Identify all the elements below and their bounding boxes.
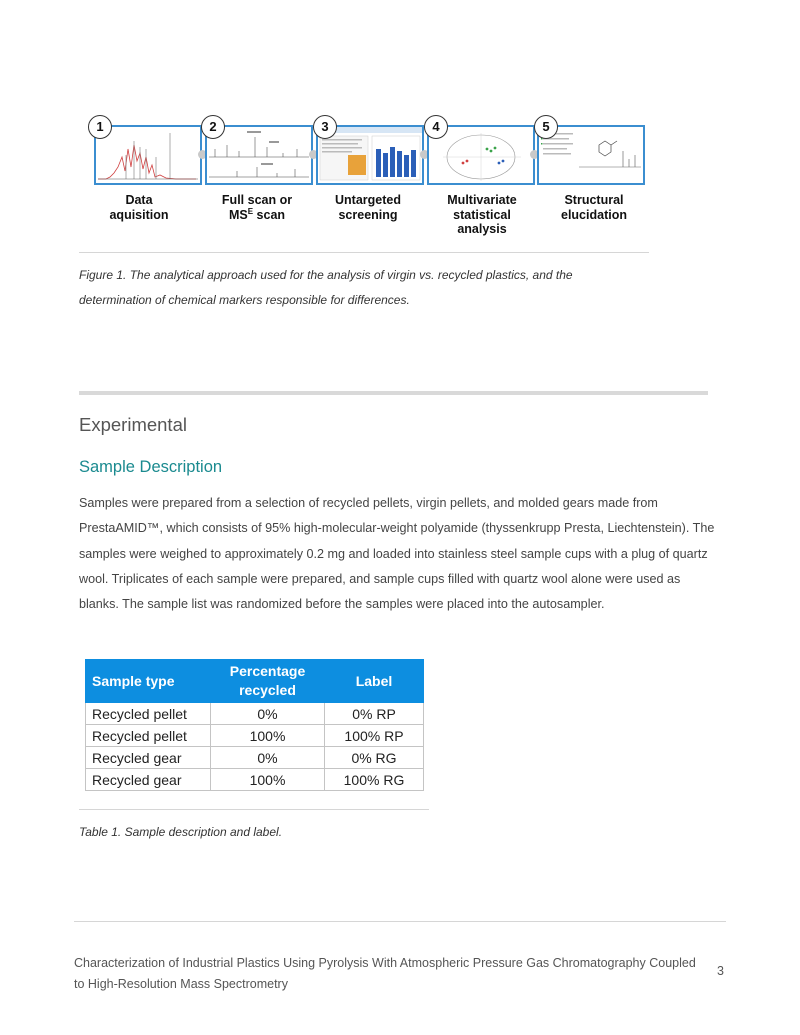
cell-label: 0% RG bbox=[325, 747, 424, 769]
chromatogram-thumbnail bbox=[96, 127, 200, 183]
step-2-label: Full scan or $MS^E$ scan bbox=[221, 193, 293, 222]
table-header-row bbox=[86, 660, 424, 703]
table-row bbox=[86, 769, 424, 791]
software-screen-thumbnail bbox=[318, 127, 422, 183]
step-3-label: Untargeted screening bbox=[335, 193, 401, 222]
step-3-number: 3 bbox=[313, 115, 337, 139]
section-divider bbox=[79, 391, 708, 395]
cell-percentage: 0% bbox=[211, 703, 325, 725]
cell-sample-type: Recycled pellet bbox=[86, 725, 211, 747]
cell-label: 100% RP bbox=[325, 725, 424, 747]
footer-document-title: Characterization of Industrial Plastics Using Pyrolysis With Atmospheric Pressure Gas Chromatography Coupled to High-Resolution Mass Spectrometry bbox=[74, 956, 696, 991]
table-row bbox=[86, 703, 424, 725]
header-percentage-recycled: Percentage recycled bbox=[211, 660, 325, 703]
table-row bbox=[86, 747, 424, 769]
step-4-number: 4 bbox=[424, 115, 448, 139]
header-sample-type: Sample type bbox=[86, 660, 211, 703]
step-1-number: 1 bbox=[88, 115, 112, 139]
workflow-figure bbox=[0, 0, 800, 260]
section-title: Experimental bbox=[79, 414, 187, 435]
header-label: Label bbox=[325, 660, 424, 703]
sample-description-table bbox=[85, 659, 424, 791]
mass-spectrum-thumbnail bbox=[207, 127, 311, 183]
cell-percentage: 100% bbox=[211, 725, 325, 747]
figure-divider bbox=[79, 252, 649, 253]
figure-caption: Figure 1. The analytical approach used for the analysis of virgin vs. recycled plastics, and the determination of chemical markers responsible for differences. bbox=[79, 268, 573, 307]
table-row bbox=[86, 725, 424, 747]
cell-percentage: 0% bbox=[211, 747, 325, 769]
cell-label: 100% RG bbox=[325, 769, 424, 791]
step-5-number: 5 bbox=[534, 115, 558, 139]
cell-label: 0% RP bbox=[325, 703, 424, 725]
body-paragraph: Samples were prepared from a selection of recycled pellets, virgin pellets, and molded gears made from PrestaAMID™, which consists of 95% high-molecular-weight polyamide (thyssenkrupp Presta, Liechtenstein). The samples were weighed to approximately 0.2 mg and loaded into stainless steel sample cups with a plug of quartz wool. Triplicates of each sample were prepared, and sample cups filled with quartz wool alone were used as blanks. The sample list was randomized before the samples were placed into the autosampler. bbox=[79, 496, 715, 612]
step-5-label: Structural elucidation bbox=[561, 193, 627, 222]
cell-sample-type: Recycled gear bbox=[86, 769, 211, 791]
structure-viewer-thumbnail bbox=[539, 127, 643, 183]
step-2-number: 2 bbox=[201, 115, 225, 139]
cell-sample-type: Recycled pellet bbox=[86, 703, 211, 725]
footer-divider bbox=[74, 921, 726, 922]
pca-scores-thumbnail bbox=[429, 127, 533, 183]
table-caption: Table 1. Sample description and label. bbox=[79, 825, 283, 839]
cell-sample-type: Recycled gear bbox=[86, 747, 211, 769]
cell-percentage: 100% bbox=[211, 769, 325, 791]
data-acquisition-panel bbox=[94, 125, 202, 185]
step-4-label: Multivariate statistical analysis bbox=[447, 193, 517, 236]
table-divider bbox=[79, 809, 429, 810]
step-1-label: Data aquisition bbox=[109, 193, 169, 222]
page-number: 3 bbox=[717, 964, 724, 978]
subsection-title: Sample Description bbox=[79, 458, 223, 476]
